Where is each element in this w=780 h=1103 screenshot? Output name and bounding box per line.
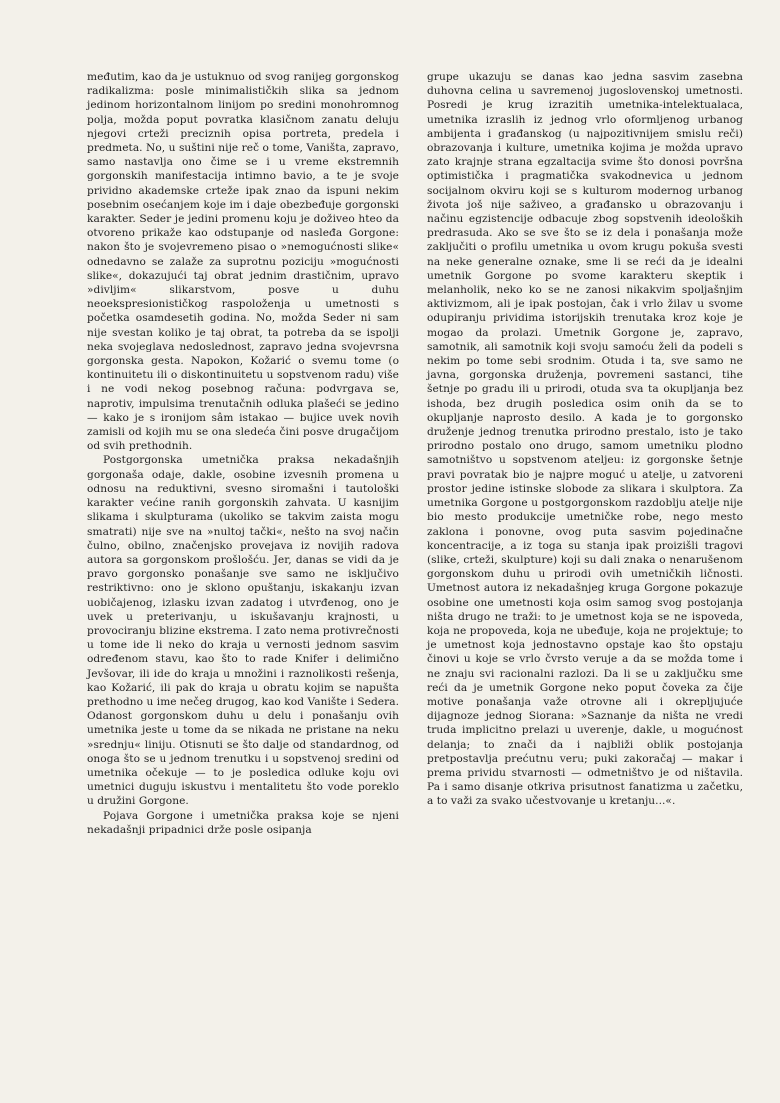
left-paragraph-1: međutim, kao da je ustuknuo od svog ranijeg gorgonskog radikalizma: posle minimalističkih slika sa jednom jedinom horizontalnom linijom po sredini monohromnog polja, možda poput povratka klasičnom zanatu deluju njegovi crteži preciznih opisa portreta, predela i predmeta. No, u suštini nije reč o tome, Vaništa, zapravo, samo nastavlja ono čime se i u vreme ekstremnih gorgonskih manifestacija intimno bavio, a te je svoje prividno akademske crteže ipak znao da ispuni nekim posebnim osećanjem koje im i daje obezbeđuje gorgonski karakter. Seder je jedini promenu koju je doživeo hteo da otvoreno prikaže kao odstupanje od nasleđa Gorgone: nakon što je svojevremeno pisao o »nemogućnosti slike« odnedavno se zalaže za suprotnu poziciju »mogućnosti slike«, dokazujući taj obrat jednim drastičnim, upravo »divljim« slikarstvom, posve u duhu neoekspresionističkog raspoloženja u umetnosti s početka osamdesetih godina. No, možda Seder ni sam nije svestan koliko je taj obrat, ta potreba da se ispolji neka svojeglava nedoslednost, zapravo jedna svojevrsna gorgonska gesta. Napokon, Kožarić o svemu tome (o kontinuitetu ili o diskontinuitetu u sopstvenom radu) više i ne vodi nekog posebnog računa: podvrgava se, naprotiv, impulsima trenutačnih odluka plašeći se jedino — kako je s ironijom sâm istakao — bujice uvek novih zamisli od kojih mu se ona sledeća čini posve drugačijom od svih prethodnih.: [87, 71, 399, 453]
left-text-column: [87, 70, 399, 837]
right-paragraph-1: grupe ukazuju se danas kao jedna sasvim zasebna duhovna celina u savremenoj jugoslovenskoj umetnosti. Posredi je krug izrazitih umetnika-intelektualaca, umetnika izraslih iz jednog vrlo oformljenog urbanog ambijenta i građanskog (u najpozitivnijem smislu reči) obrazovanja i kulture, umetnika kojima je možda upravo zato krajnje strana egzaltacija svime što donosi površna optimistička i pragmatička svakodnevica u jednom socijalnom okviru koji se s kulturom modernog urbanog života još nije saživeo, a građansko u obrazovanju i načinu egzistencije odbacuje zbog sopstvenih ideoloških predrasuda. Ako se sve što se iz dela i ponašanja može zaključiti o profilu umetnika u ovom krugu pokuša svesti na neke generalne oznake, sme li se reći da je idealni umetnik Gorgone po svome karakteru skeptik i melanholik, neko ko se ne zanosi nikakvim spoljašnjim aktivizmom, ali je ipak postojan, čak i vrlo žilav u svome odupiranju prividima istorijskih trenutaka kroz koje je mogao da prolazi. Umetnik Gorgone je, zapravo, samotnik, ali samotnik koji svoju samoću želi da podeli s nekim po tome sebi srodnim. Otuda i ta, sve samo ne javna, gorgonska druženja, povremeni sastanci, tihe šetnje po gradu ili u prirodi, otuda sva ta okupljanja bez ishoda, bez drugih posledica osim onih da se to okupljanje naprosto desilo. A kada je to gorgonsko druženje jednog trenutka prirodno prestalo, isto je tako prirodno postalo ono drugo, samom umetniku plodno samotništvo u sopstvenom ateljeu: iz gorgonske šetnje pravi povratak bio je najpre moguć u atelje, u zatvoreni prostor jedine istinske slobode za slikara i skulptora. Za umetnika Gorgone u postgorgonskom razdoblju atelje nije bio mesto produkcije umetničke robe, nego mesto zaklona i ponovne, ovog puta sasvim pojedinačne koncentracije, a iz toga su stanja ipak proizišli tragovi (slike, crteži, skulpture) koji su dali znaka o nenarušenom gorgonskom duhu u prirodi ovih umetničkih ličnosti. Umetnost autora iz nekadašnjeg kruga Gorgone pokazuje osobine one umetnosti koja osim samog svog postojanja ništa drugo ne traži: to je umetnost koja se ne ispoveda, koja ne propoveda, koja ne ubeđuje, koja ne projektuje; to je umetnost koja jednostavno opstaje kao što opstaju činovi u koje se vrlo čvrsto veruje a da se možda tome i ne znaju svi racionalni razlozi. Da li se u zaključku sme reći da je umetnik Gorgone neko poput čoveka za čije motive ponašanja važe otrovne ali i okrepljujuće dijagnoze jednog Siorana: »Saznanje da ništa ne vredi truda implicitno prelazi u uverenje, dakle, u mogućnost delanja; to znači da i najbliži oblik postojanja pretpostavlja prećutnu veru; puki zakoračaj — makar i prema prividu stvarnosti — odmetništvo je od ništavila. Pa i samo disanje otkriva prisutnost fanatizma u začetku, a to važi za svako učestvovanje u kretanju...«.: [427, 71, 743, 808]
right-text-column: [427, 70, 743, 809]
left-paragraph-3: Pojava Gorgone i umetnička praksa koje se njeni nekadašnji pripadnici drže posle osipanja: [87, 809, 399, 836]
left-paragraph-2: Postgorgonska umetnička praksa nekadašnjih gorgonaša odaje, dakle, osobine izvesnih promena u odnosu na reduktivni, svesno siromašni i tautološki karakter većine ranih gorgonskih zahvata. U kasnijim slikama i skulpturama (ukoliko se takvim zaista mogu smatrati) nije sve na »nultoj tački«, nešto na svoj način čulno, obilno, značenjsko provejava iz novijih radova autora sa gorgonskom prošlošću. Jer, danas se vidi da je pravo gorgonsko ponašanje sve samo ne isključivo restriktivno: ono je sklono opuštanju, iskakanju izvan uobičajenog, izlasku izvan zadatog i utvrđenog, ono je uvek u preterivanju, u iskušavanju krajnosti, u provociranju blizine ekstrema. I zato nema protivrečnosti u tome ide li neko do kraja u vernosti jednom sasvim određenom stavu, kao što to rade Knifer i delimično Jevšovar, ili ide do kraja u množini i raznolikosti rešenja, kao Kožarić, ili pak do kraja u obratu kojim se napušta prethodno u ime nečeg drugog, kao kod Vanište i Sedera. Odanost gorgonskom duhu u delu i ponašanju ovih umetnika jeste u tome da se nikada ne pristane na neku »srednju« liniju. Otisnuti se što dalje od standardnog, od onoga što se u jednom trenutku i u sopstvenoj sredini od umetnika očekuje — to je posledica odluke koju ovi umetnici duguju iskustvu i mentalitetu što vode poreklo u družini Gorgone.: [87, 454, 399, 808]
